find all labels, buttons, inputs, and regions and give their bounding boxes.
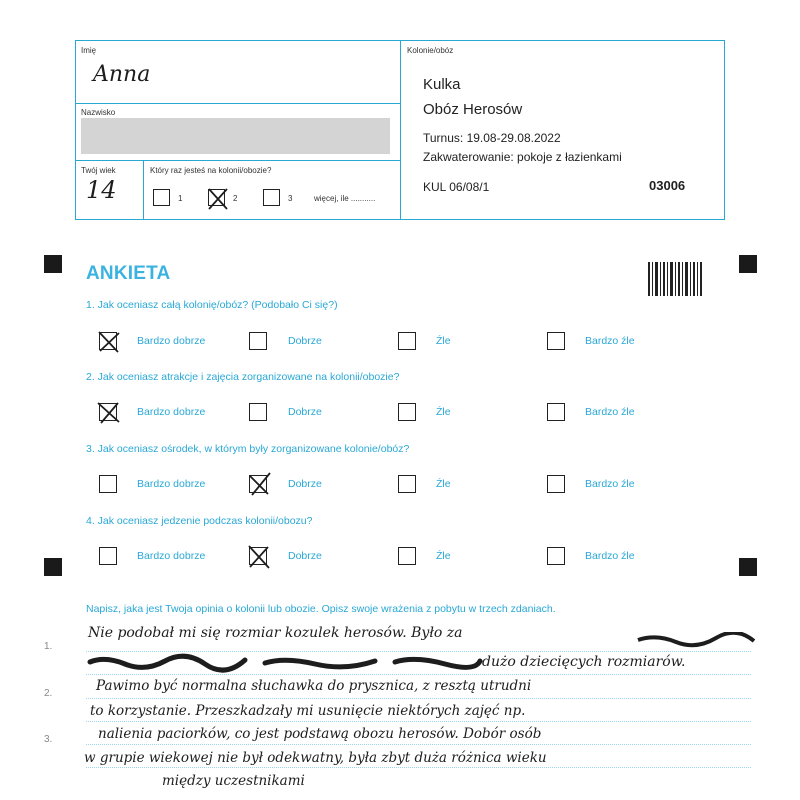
camp-name: Kulka xyxy=(423,76,461,93)
q1-option-bardzo-dobrze-checkbox[interactable] xyxy=(99,332,117,350)
line-number: 1. xyxy=(44,641,53,652)
q1-option-bardzo-zle-checkbox[interactable] xyxy=(547,332,565,350)
q2-option-label: Źle xyxy=(436,406,451,418)
answer-line xyxy=(86,744,751,745)
turnus: Turnus: 19.08-29.08.2022 xyxy=(423,131,561,145)
q3-option-dobrze-checkbox[interactable] xyxy=(249,475,267,493)
times-other: więcej, ile ........... xyxy=(314,194,376,203)
scribble-strike xyxy=(85,652,485,674)
times-checkbox-3[interactable] xyxy=(263,189,280,206)
handwriting-line: to korzystanie. Przeszkadzały mi usunięcie niektórych zajęć np. xyxy=(90,703,526,719)
q4-option-bardzo-dobrze-checkbox[interactable] xyxy=(99,547,117,565)
handwriting-line: między uczestnikami xyxy=(162,773,305,789)
times-label: Który raz jesteś na kolonii/obozie? xyxy=(150,166,272,175)
scribble-strike xyxy=(636,632,756,648)
registration-marker xyxy=(44,558,62,576)
survey-title: ANKIETA xyxy=(86,263,171,284)
surname-redacted xyxy=(81,118,390,154)
barcode-icon xyxy=(648,262,702,296)
q4-option-bardzo-zle-checkbox[interactable] xyxy=(547,547,565,565)
handwriting-line: nalienia paciorków, co jest podstawą obozu herosów. Dobór osób xyxy=(98,726,542,742)
times-option-1: 1 xyxy=(178,194,183,203)
question-2: 2. Jak oceniasz atrakcje i zajęcia zorganizowane na kolonii/obozie? xyxy=(86,371,400,383)
q3-option-label: Dobrze xyxy=(288,478,322,490)
form-number: 03006 xyxy=(649,178,686,193)
q4-option-label: Źle xyxy=(436,550,451,562)
q1-option-zle-checkbox[interactable] xyxy=(398,332,416,350)
q1-option-label: Bardzo dobrze xyxy=(137,335,206,347)
surname-divider xyxy=(75,160,400,161)
q4-option-zle-checkbox[interactable] xyxy=(398,547,416,565)
q2-option-bardzo-dobrze-checkbox[interactable] xyxy=(99,403,117,421)
q1-option-label: Bardzo źle xyxy=(585,335,635,347)
age-label: Twój wiek xyxy=(81,166,116,175)
camp-label: Kolonie/obóz xyxy=(407,46,454,55)
camp-code: KUL 06/08/1 xyxy=(423,180,490,194)
question-4: 4. Jak oceniasz jedzenie podczas kolonii/obozu? xyxy=(86,515,313,527)
q2-option-zle-checkbox[interactable] xyxy=(398,403,416,421)
q4-option-label: Dobrze xyxy=(288,550,322,562)
age-value: 14 xyxy=(86,176,117,204)
name-divider xyxy=(75,103,400,104)
q3-option-label: Bardzo dobrze xyxy=(137,478,206,490)
times-checkbox-1[interactable] xyxy=(153,189,170,206)
line-number: 2. xyxy=(44,688,53,699)
check-mark-icon xyxy=(246,472,272,498)
opinion-prompt: Napisz, jaka jest Twoja opinia o kolonii lub obozie. Opisz swoje wrażenia z pobytu w trzech zdaniach. xyxy=(86,603,556,615)
handwriting-line: Pawimo być normalna słuchawka do prysznica, z resztą utrudni xyxy=(96,678,532,694)
accommodation: Zakwaterowanie: pokoje z łazienkami xyxy=(423,150,622,164)
line-number: 3. xyxy=(44,734,53,745)
handwriting-line: w grupie wiekowej nie był odekwatny, była zbyt duża różnica wieku xyxy=(84,750,547,766)
surname-label: Nazwisko xyxy=(81,108,116,117)
name-label: Imię xyxy=(81,46,97,55)
q1-option-label: Dobrze xyxy=(288,335,322,347)
q3-option-label: Źle xyxy=(436,478,451,490)
q3-option-bardzo-dobrze-checkbox[interactable] xyxy=(99,475,117,493)
check-mark-icon xyxy=(246,544,272,570)
question-3: 3. Jak oceniasz ośrodek, w którym były zorganizowane kolonie/obóz? xyxy=(86,443,410,455)
q2-option-label: Bardzo źle xyxy=(585,406,635,418)
registration-marker xyxy=(739,558,757,576)
handwriting-line: dużo dziecięcych rozmiarów. xyxy=(482,654,686,670)
age-divider xyxy=(143,160,144,220)
q4-option-dobrze-checkbox[interactable] xyxy=(249,547,267,565)
q3-option-bardzo-zle-checkbox[interactable] xyxy=(547,475,565,493)
check-mark-icon xyxy=(96,329,122,355)
q1-option-label: Źle xyxy=(436,335,451,347)
header-divider xyxy=(400,40,401,220)
check-mark-icon xyxy=(205,186,231,212)
q2-option-bardzo-zle-checkbox[interactable] xyxy=(547,403,565,421)
answer-line xyxy=(86,767,751,768)
q2-option-dobrze-checkbox[interactable] xyxy=(249,403,267,421)
name-value: Anna xyxy=(93,62,151,87)
q3-option-zle-checkbox[interactable] xyxy=(398,475,416,493)
times-option-2: 2 xyxy=(233,194,238,203)
q4-option-label: Bardzo źle xyxy=(585,550,635,562)
answer-line xyxy=(86,698,751,699)
q1-option-dobrze-checkbox[interactable] xyxy=(249,332,267,350)
q2-option-label: Dobrze xyxy=(288,406,322,418)
times-option-3: 3 xyxy=(288,194,293,203)
times-checkbox-2[interactable] xyxy=(208,189,225,206)
registration-marker xyxy=(739,255,757,273)
q4-option-label: Bardzo dobrze xyxy=(137,550,206,562)
registration-marker xyxy=(44,255,62,273)
q3-option-label: Bardzo źle xyxy=(585,478,635,490)
answer-line xyxy=(86,721,751,722)
answer-line xyxy=(86,674,751,675)
question-1: 1. Jak oceniasz całą kolonię/obóz? (Podobało Ci się?) xyxy=(86,299,338,311)
q2-option-label: Bardzo dobrze xyxy=(137,406,206,418)
camp-subname: Obóz Herosów xyxy=(423,101,523,118)
handwriting-line: Nie podobał mi się rozmiar kozulek herosów. Było za xyxy=(88,625,463,641)
check-mark-icon xyxy=(96,400,122,426)
